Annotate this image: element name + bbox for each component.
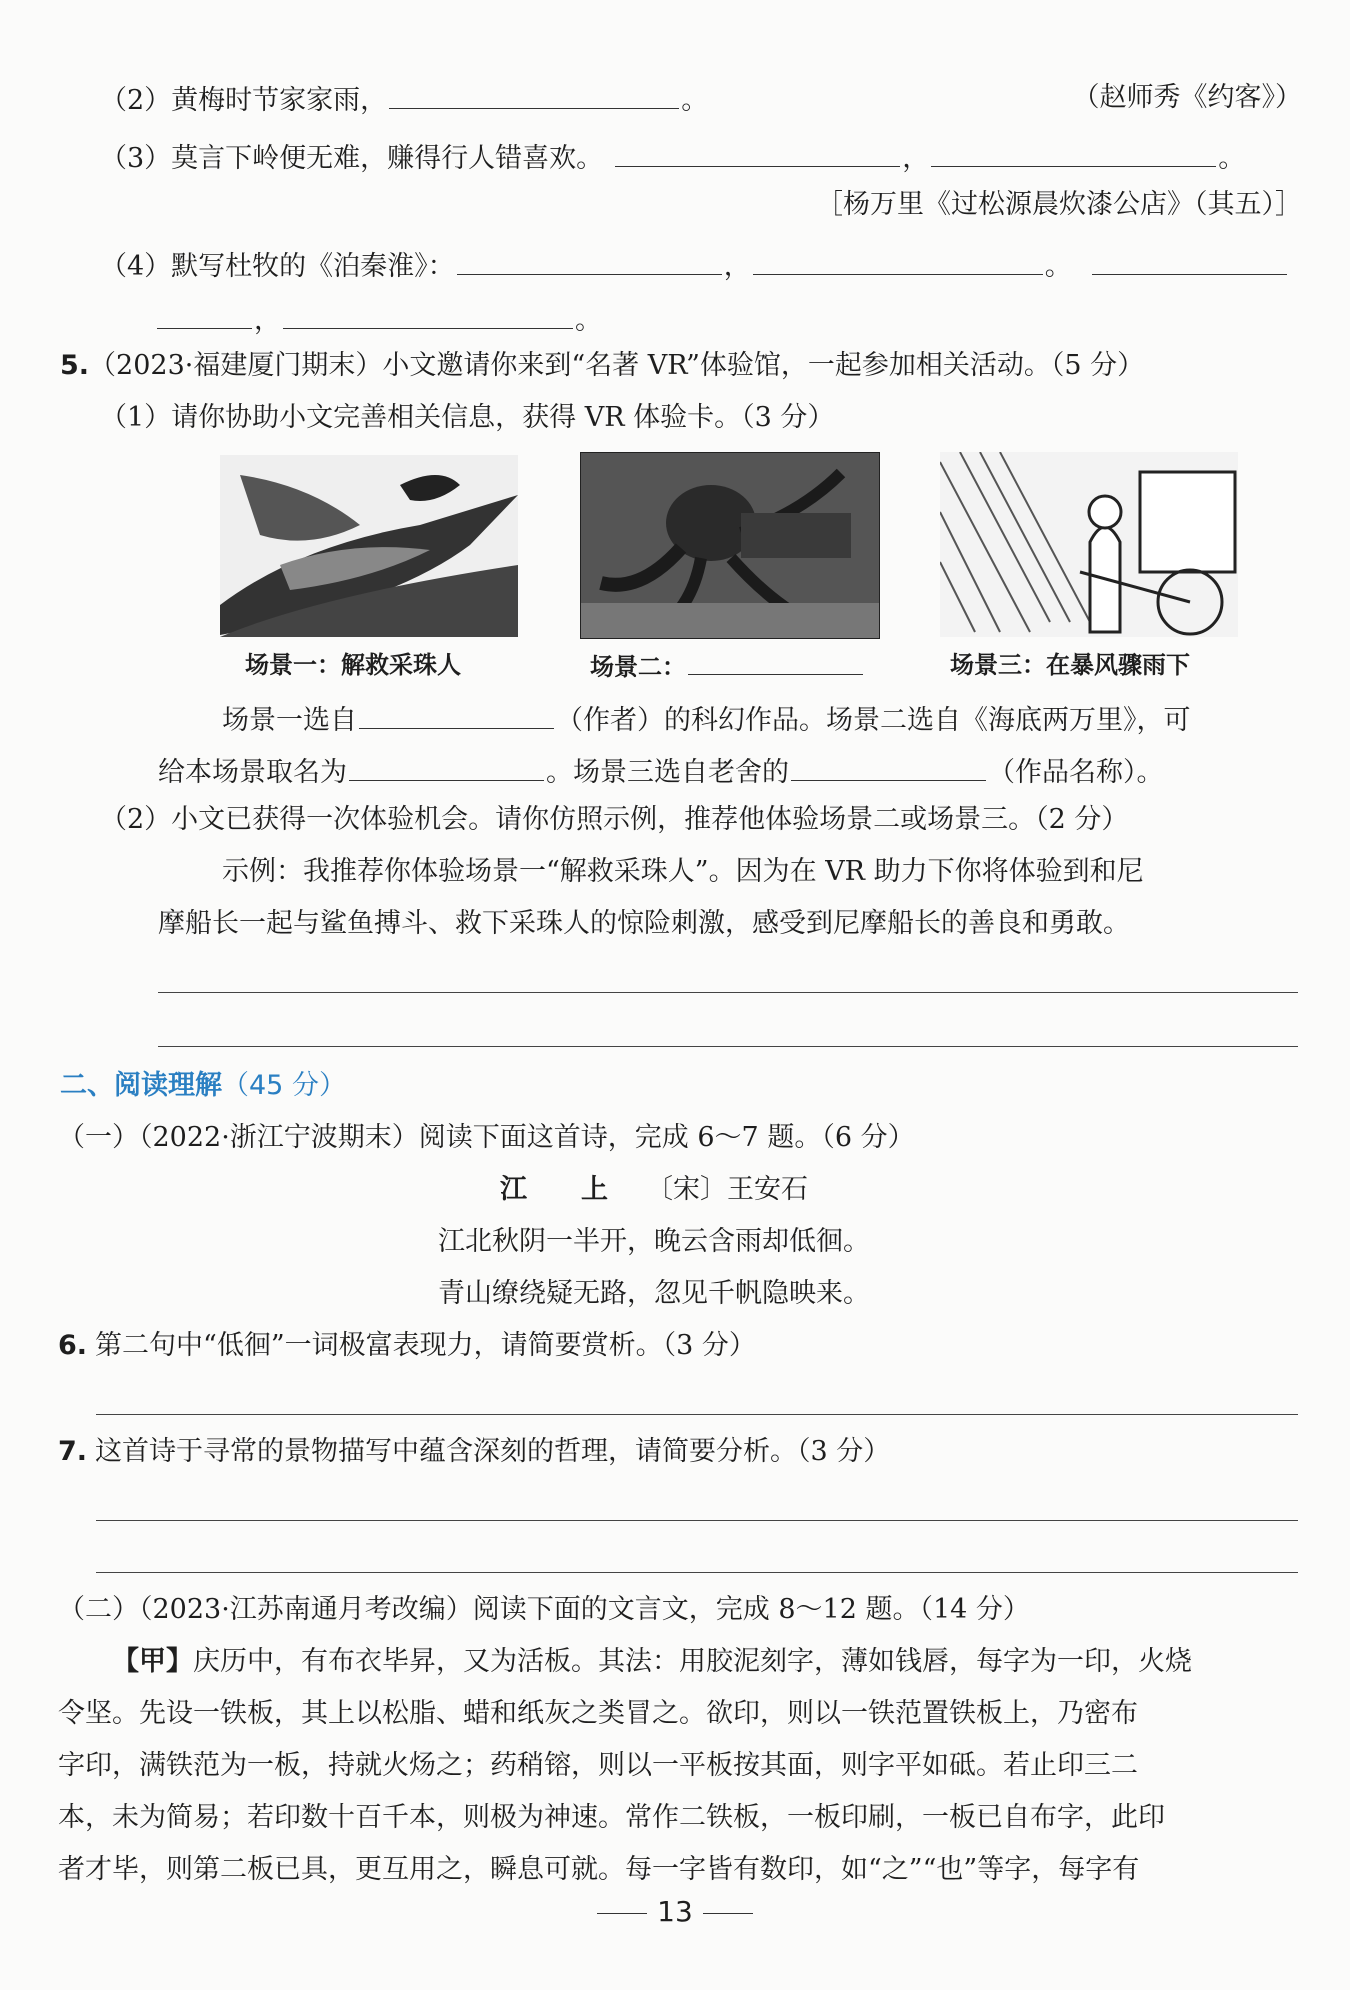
q4-item4-text: （4）默写杜牧的《泊秦淮》： bbox=[100, 251, 455, 282]
q4-item2-text: （2）黄梅时节家家雨， bbox=[100, 85, 388, 116]
answer-line[interactable] bbox=[96, 1414, 1298, 1415]
scene3-caption: 场景三：在暴风骤雨下 bbox=[950, 651, 1190, 679]
q4-item3-text: （3）莫言下岭便无难，赚得行人错喜欢。 bbox=[100, 143, 604, 174]
passage-line5: 者才毕，则第二板已具，更互用之，瞬息可就。每一字皆有数印，如“之”“也”等字，每字有 bbox=[58, 1854, 1140, 1885]
passage-line2: 令坚。先设一铁板，其上以松脂、蜡和纸灰之类冒之。欲印，则以一铁范置铁板上，乃密布 bbox=[58, 1698, 1138, 1729]
scene2-caption-label: 场景二： bbox=[590, 653, 686, 681]
q5-example-line1: 示例：我推荐你体验场景一“解救采珠人”。因为在 VR 助力下你将体验到和尼 bbox=[222, 856, 1144, 887]
answer-blank[interactable] bbox=[457, 244, 722, 275]
q6-text: 第二句中“低徊”一词极富表现力，请简要赏析。（3 分） bbox=[95, 1330, 756, 1361]
poem-author: 〔宋〕王安石 bbox=[646, 1174, 808, 1205]
answer-blank[interactable] bbox=[791, 750, 986, 781]
question-number: 5. bbox=[60, 350, 90, 381]
answer-blank[interactable] bbox=[283, 298, 573, 329]
poem-heading bbox=[500, 1170, 808, 1210]
q7 bbox=[58, 1432, 890, 1472]
fill-text: 给本场景取名为 bbox=[158, 757, 347, 788]
q4-item4-end2: 。 bbox=[575, 305, 602, 336]
answer-line[interactable] bbox=[96, 1520, 1298, 1521]
question-number: 7. bbox=[58, 1436, 88, 1467]
q4-item4-comma2: ， bbox=[254, 305, 281, 336]
poem-title: 江 上 bbox=[500, 1174, 608, 1205]
page-number bbox=[0, 1895, 1350, 1928]
q6 bbox=[58, 1326, 756, 1366]
answer-line[interactable] bbox=[158, 1046, 1298, 1047]
shark-illustration bbox=[220, 455, 518, 637]
part2-header: （二）（2023·江苏南通月考改编）阅读下面的文言文，完成 8～12 题。（14 分） bbox=[58, 1594, 1030, 1625]
passage-text: 庆历中，有布衣毕昇，又为活板。其法：用胶泥刻字，薄如钱唇，每字为一印，火烧 bbox=[193, 1646, 1192, 1677]
q5-example-line2: 摩船长一起与鲨鱼搏斗、救下采珠人的惊险刺激，感受到尼摩船长的善良和勇敢。 bbox=[158, 908, 1130, 939]
q4-item2-source: （赵师秀《约客》） bbox=[1072, 82, 1302, 113]
answer-blank[interactable] bbox=[753, 244, 1043, 275]
scene2-illustration bbox=[580, 452, 880, 639]
passage-line3: 字印，满铁范为一板，持就火炀之；药稍镕，则以一平板按其面，则字平如砥。若止印三二 bbox=[58, 1750, 1138, 1781]
fill-text: 场景一选自 bbox=[222, 705, 357, 736]
answer-blank[interactable] bbox=[359, 698, 554, 729]
q4-item3-end: 。 bbox=[1218, 143, 1246, 174]
q4-item2 bbox=[100, 78, 708, 121]
answer-blank[interactable] bbox=[157, 298, 252, 329]
answer-blank[interactable] bbox=[349, 750, 544, 781]
q4-item4-comma: ， bbox=[723, 251, 751, 282]
page-number-text: 13 bbox=[657, 1895, 693, 1928]
part1-header: （一）（2022·浙江宁波期末）阅读下面这首诗，完成 6～7 题。（6 分） bbox=[58, 1122, 915, 1153]
q5-sub1: （1）请你协助小文完善相关信息，获得 VR 体验卡。（3 分） bbox=[100, 402, 835, 433]
fill-text: （作者）的科幻作品。场景二选自《海底两万里》，可 bbox=[556, 705, 1191, 736]
scene2-caption bbox=[590, 648, 865, 684]
q4-item4 bbox=[100, 244, 1289, 287]
q4-item3-source: ［杨万里《过松源晨炊漆公店》（其五）］ bbox=[816, 189, 1302, 220]
passage-tag: 【甲】 bbox=[112, 1646, 193, 1677]
answer-line[interactable] bbox=[158, 992, 1298, 993]
section2-title bbox=[60, 1066, 346, 1106]
fill-text: （作品名称）。 bbox=[988, 757, 1164, 788]
q4-item3-comma: ， bbox=[902, 143, 930, 174]
q5-header bbox=[60, 346, 1144, 386]
passage-line4: 本，未为简易；若印数十百千本，则极为神速。常作二铁板，一板印刷，一板已自布字，此印 bbox=[58, 1802, 1165, 1833]
section-title: 二、阅读理解 bbox=[60, 1070, 222, 1101]
answer-blank[interactable] bbox=[931, 136, 1216, 167]
q4-item2-end: 。 bbox=[681, 85, 709, 116]
octopus-illustration bbox=[581, 453, 879, 638]
q5-fill-line1 bbox=[222, 698, 1191, 741]
q5-fill-line2 bbox=[158, 750, 1164, 793]
q5-sub2: （2）小文已获得一次体验机会。请你仿照示例，推荐他体验场景二或场景三。（2 分） bbox=[100, 804, 1129, 835]
question-number: 6. bbox=[58, 1330, 88, 1361]
scene3-illustration bbox=[940, 452, 1238, 637]
q4-item4-period: 。 bbox=[1044, 251, 1072, 282]
q7-text: 这首诗于寻常的景物描写中蕴含深刻的哲理，请简要分析。（3 分） bbox=[95, 1436, 891, 1467]
fill-text: 。场景三选自老舍的 bbox=[546, 757, 789, 788]
passage-line1 bbox=[112, 1642, 1192, 1682]
q4-item4-line2 bbox=[155, 298, 602, 341]
scene1-caption: 场景一：解救采珠人 bbox=[245, 651, 461, 679]
poem-line1: 江北秋阴一半开，晚云含雨却低徊。 bbox=[438, 1226, 870, 1257]
section-score: （45 分） bbox=[222, 1070, 346, 1101]
q4-item3 bbox=[100, 136, 1245, 179]
rickshaw-illustration bbox=[940, 452, 1238, 637]
poem-line2: 青山缭绕疑无路，忽见千帆隐映来。 bbox=[438, 1278, 870, 1309]
scene1-illustration bbox=[220, 455, 518, 637]
answer-blank[interactable] bbox=[389, 78, 679, 109]
answer-blank[interactable] bbox=[1092, 244, 1287, 275]
answer-blank[interactable] bbox=[688, 648, 863, 675]
answer-line[interactable] bbox=[96, 1572, 1298, 1573]
q5-header-text: （2023·福建厦门期末）小文邀请你来到“名著 VR”体验馆，一起参加相关活动。（5 分） bbox=[89, 350, 1145, 381]
answer-blank[interactable] bbox=[615, 136, 900, 167]
